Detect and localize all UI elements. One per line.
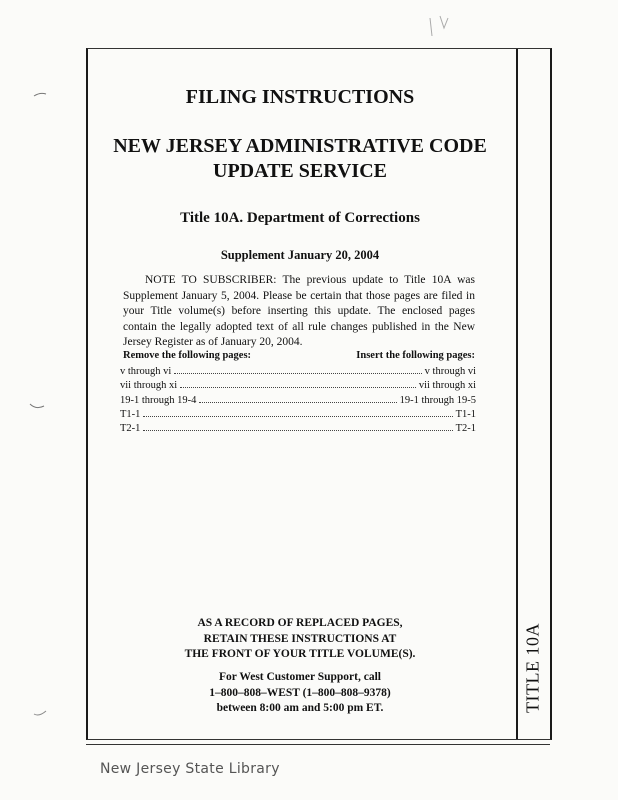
insert-range: T1-1 [455,408,476,420]
bottom-rule [86,744,550,745]
support-hours: between 8:00 am and 5:00 pm ET. [216,702,384,714]
record-instructions [86,616,514,663]
page-row [120,422,476,436]
insert-range: v through vi [424,366,476,377]
customer-support [86,670,514,717]
insert-range: vii through xi [418,380,476,392]
title-name: Title 10A. Department of Corrections [180,210,420,226]
remove-pages-header: Remove the following pages: [123,350,252,361]
library-stamp: New Jersey State Library [100,761,280,777]
supplement-date: Supplement January 20, 2004 [220,248,380,262]
support-phone: 1–800–808–WEST (1–800–808–9378) [209,686,391,699]
page-list [120,365,476,436]
code-title [86,134,514,184]
support-line1: For West Customer Support, call [219,671,381,683]
remove-range: v through vi [120,366,172,377]
insert-pages-header: Insert the following pages: [356,350,475,361]
remove-range: T1-1 [120,408,141,420]
title-tab-label: TITLE 10A [522,623,543,713]
remove-range: vii through xi [120,380,178,392]
page-row [120,408,476,422]
record-line1: AS A RECORD OF REPLACED PAGES, [197,617,403,629]
dot-leader [199,394,396,403]
page-row [120,394,476,408]
code-title-line1: NEW JERSEY ADMINISTRATIVE CODE [113,135,487,157]
insert-range: T2-1 [455,423,476,435]
dot-leader [143,408,452,417]
remove-range: 19-1 through 19-4 [120,394,197,406]
record-line3: THE FRONT OF YOUR TITLE VOLUME(S). [184,648,416,660]
record-line2: RETAIN THESE INSTRUCTIONS AT [203,632,397,645]
page-row [120,379,476,393]
remove-range: T2-1 [120,423,141,435]
insert-range: 19-1 through 19-5 [399,394,476,406]
dot-leader [143,422,452,431]
dot-leader [180,379,416,388]
page-row [120,365,476,379]
subscriber-note: NOTE TO SUBSCRIBER: The previous update to Title 10A was Supplement January 5, 2004. Please be certain that those pages are filed in your Title volume(s) before inserting this update. The enclosed pages contain the legally adopted text of all rule changes published in the New Jersey Register as of January 20, 2004. [123,274,475,348]
code-title-line2: UPDATE SERVICE [213,160,387,182]
dot-leader [174,365,421,374]
page-heading: FILING INSTRUCTIONS [185,86,415,108]
